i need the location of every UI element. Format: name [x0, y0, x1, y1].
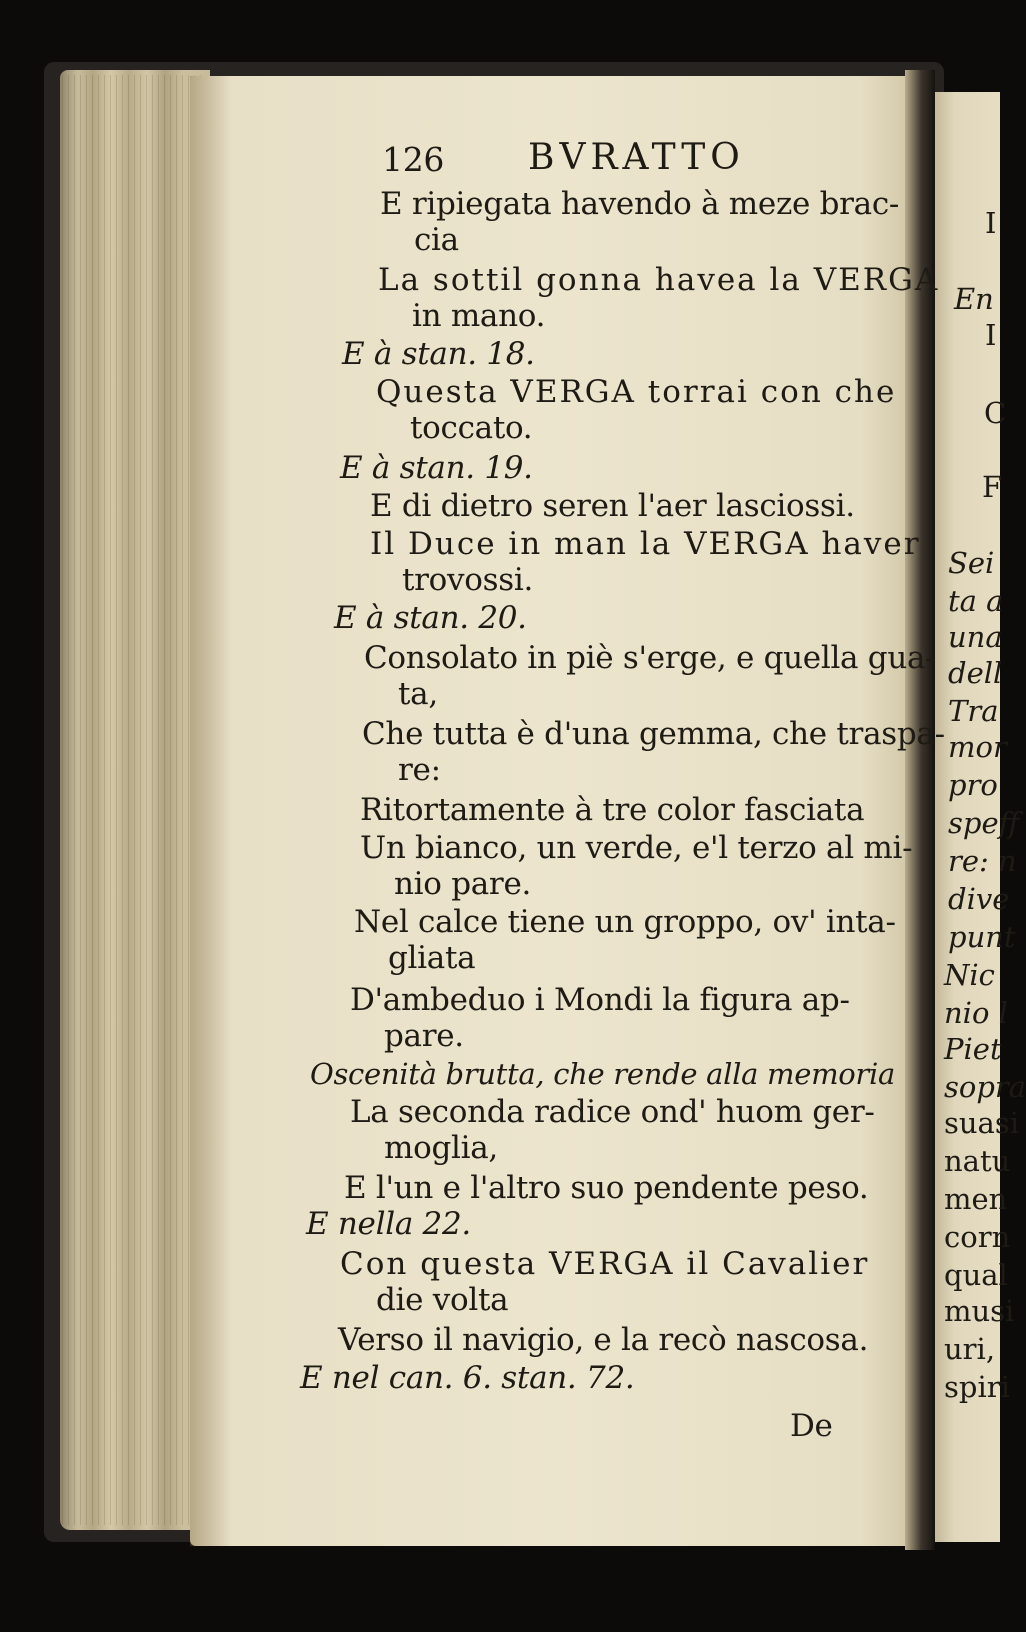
- text-line: E ripiegata havendo à meze brac-: [380, 186, 900, 222]
- text-line: Un bianco, un verde, e'l terzo al mi-: [360, 830, 913, 866]
- facing-text-fragment: Piet: [944, 1032, 1002, 1066]
- text-line: Oscenità brutta, che rende alla memoria: [310, 1057, 895, 1091]
- text-line: Nel calce tiene un groppo, ov' inta-: [354, 904, 896, 940]
- running-head: BVRATTO: [528, 137, 745, 178]
- facing-text-fragment: suasi: [944, 1106, 1020, 1140]
- facing-text-fragment: re: n: [948, 844, 1017, 878]
- text-line: moglia,: [384, 1130, 498, 1166]
- text-line: E à stan. 18.: [342, 336, 535, 372]
- text-line: Il Duce in man la VERGA haver: [370, 526, 921, 562]
- text-line: nio pare.: [394, 866, 532, 902]
- facing-text-fragment: Nic: [944, 958, 995, 992]
- facing-text-fragment: mor: [948, 730, 1007, 764]
- text-line: toccato.: [410, 410, 533, 446]
- text-line: re:: [398, 752, 441, 788]
- facing-text-fragment: F: [982, 470, 1003, 504]
- text-line: E nel can. 6. stan. 72.: [300, 1360, 635, 1396]
- facing-text-fragment: sopra: [944, 1070, 1026, 1104]
- facing-text-fragment: I: [985, 318, 997, 352]
- page-stack-texture: [62, 75, 202, 1525]
- facing-text-fragment: Sei: [948, 546, 995, 580]
- facing-text-fragment: men: [944, 1182, 1008, 1216]
- text-line: pare.: [384, 1018, 464, 1054]
- facing-text-fragment: natu: [944, 1144, 1011, 1178]
- text-line: gliata: [388, 940, 476, 976]
- text-line: D'ambeduo i Mondi la figura ap-: [350, 982, 850, 1018]
- catchword: De: [790, 1408, 833, 1444]
- text-line: Che tutta è d'una gemma, che traspa-: [362, 716, 945, 752]
- facing-text-fragment: una: [948, 620, 1003, 654]
- text-line: E di dietro seren l'aer lasciossi.: [370, 488, 855, 524]
- text-line: in mano.: [412, 298, 546, 334]
- facing-text-fragment: musi: [944, 1294, 1015, 1328]
- facing-text-fragment: ta a: [948, 584, 1004, 618]
- facing-text-fragment: I: [985, 206, 997, 240]
- facing-text-fragment: C: [984, 396, 1007, 430]
- text-line: Questa VERGA torrai con che: [376, 374, 897, 410]
- facing-text-fragment: spiri: [944, 1370, 1010, 1404]
- text-line: Ritortamente à tre color fasciata: [360, 792, 865, 828]
- text-line: La sottil gonna havea la VERGA: [378, 262, 940, 298]
- text-line: ta,: [398, 676, 438, 712]
- text-line: Con questa VERGA il Cavalier: [340, 1246, 870, 1282]
- text-line: La seconda radice ond' huom ger-: [350, 1094, 875, 1130]
- text-line: Verso il navigio, e la recò nascosa.: [338, 1322, 869, 1358]
- text-line: trovossi.: [402, 562, 534, 598]
- facing-text-fragment: dell: [948, 656, 1003, 690]
- facing-text-fragment: qual: [944, 1258, 1008, 1292]
- page-number: 126: [382, 140, 445, 179]
- facing-text-fragment: uri,: [944, 1332, 996, 1366]
- facing-text-fragment: dive: [948, 882, 1010, 916]
- text-line: die volta: [376, 1282, 509, 1318]
- text-line: E l'un e l'altro suo pendente peso.: [344, 1170, 869, 1206]
- left-page-shadow: [190, 76, 230, 1546]
- text-line: cia: [414, 222, 459, 258]
- facing-text-fragment: En: [954, 282, 994, 316]
- text-line: E à stan. 19.: [340, 450, 533, 486]
- text-line: E à stan. 20.: [334, 600, 527, 636]
- text-line: Consolato in piè s'erge, e quella gua-: [364, 640, 936, 676]
- facing-text-fragment: corn: [944, 1220, 1011, 1254]
- text-line: E nella 22.: [306, 1206, 471, 1242]
- facing-text-fragment: Tra: [948, 694, 999, 728]
- facing-text-fragment: punt: [948, 920, 1016, 954]
- facing-text-fragment: speff: [948, 806, 1020, 840]
- facing-text-fragment: nio l: [944, 996, 1008, 1030]
- facing-text-fragment: pro: [948, 768, 998, 802]
